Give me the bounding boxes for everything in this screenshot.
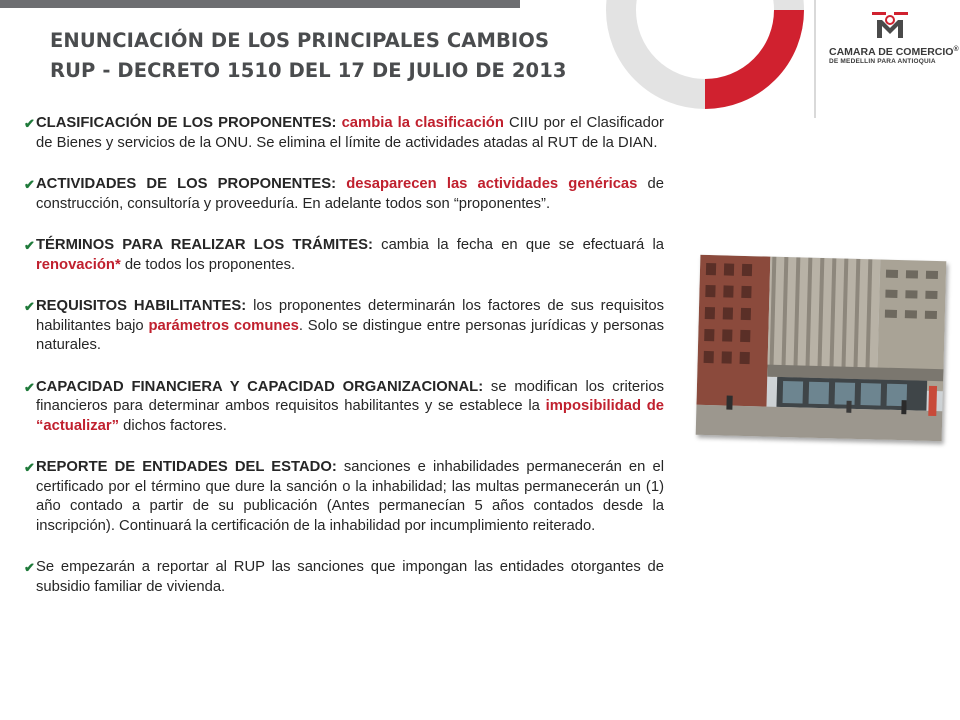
item-text: dichos factores. (119, 417, 227, 434)
list-item (24, 297, 664, 356)
checkmark-icon: ✔ (24, 116, 35, 131)
list-item (24, 558, 664, 597)
checkmark-icon: ✔ (24, 299, 35, 314)
checkmark-icon: ✔ (24, 560, 35, 575)
company-logo (825, 8, 959, 65)
item-label: REQUISITOS HABILITANTES: (36, 298, 247, 314)
item-text: de construcción, consultoría y proveeduría. En adelante todos son “proponentes”. (36, 176, 664, 212)
top-accent-bar (0, 0, 520, 8)
item-highlight: desaparecen las actividades genéricas (346, 176, 638, 192)
item-text: sanciones e inhabilidades permanecerán en el certificado por el término que dure la sanción o la inhabilidad; las multas permanecerán un (1) año contado a partir de su publicación (Antes permanecían 5 años contados desde la inscripción). Continuará la certificación de la inhabilidad por incumplimiento reiterado. (36, 459, 665, 534)
title-line-1: ENUNCIACIÓN DE LOS PRINCIPALES CAMBIOS (50, 29, 550, 52)
building-photo (696, 255, 947, 441)
item-text: CIIU por el Clasificador de Bienes y servicios de la ONU. Se elimina el límite de actividades atadas al RUT de la DIAN. (36, 115, 664, 151)
logo-name: CAMARA DE COMERCIO® (829, 46, 959, 58)
checkmark-icon: ✔ (24, 379, 35, 395)
item-highlight: renovación* (36, 256, 121, 273)
item-text: los proponentes determinarán los factores de sus requisitos habilitantes bajo (36, 298, 664, 334)
list-item (24, 378, 664, 437)
change-list (24, 114, 664, 619)
list-item (24, 236, 664, 275)
list-item (24, 175, 664, 214)
item-text: de todos los proponentes. (120, 256, 296, 273)
decorative-ring (605, 0, 805, 110)
item-highlight: parámetros comunes (148, 317, 299, 334)
item-highlight: imposibilidad de “actualizar” (36, 398, 664, 434)
item-text: se modifican los criterios financieros para determinar ambos requisitos habilitantes y se establece la (36, 378, 664, 414)
item-highlight: cambia la clasificación (341, 115, 504, 131)
item-label: REPORTE DE ENTIDADES DEL ESTADO: (36, 459, 337, 475)
item-text: Se empezarán a reportar al RUP las sanciones que impongan las entidades otorgantes de subsidio familiar de vivienda. (36, 559, 664, 595)
checkmark-icon: ✔ (24, 460, 35, 475)
page-title (50, 26, 567, 86)
item-text: cambia la fecha en que se efectuará la (372, 237, 664, 253)
item-label: CLASIFICACIÓN DE LOS PROPONENTES: (36, 115, 337, 131)
list-item (24, 458, 664, 536)
logo-divider (814, 0, 816, 118)
list-item (24, 114, 664, 153)
item-label: ACTIVIDADES DE LOS PROPONENTES: (36, 176, 337, 192)
camara-comercio-logo-icon (868, 8, 912, 44)
item-text: . Solo se distingue entre personas jurídicas y personas naturales. (36, 317, 664, 353)
building-illustration (696, 255, 947, 441)
title-line-2: RUP - DECRETO 1510 DEL 17 DE JULIO DE 2013 (50, 59, 567, 82)
checkmark-icon: ✔ (24, 177, 35, 192)
item-label: CAPACIDAD FINANCIERA Y CAPACIDAD ORGANIZACIONAL: (36, 378, 484, 395)
item-label: TÉRMINOS PARA REALIZAR LOS TRÁMITES: (36, 237, 373, 253)
checkmark-icon: ✔ (24, 238, 35, 253)
logo-subtitle: DE MEDELLIN PARA ANTIOQUIA (829, 58, 936, 65)
